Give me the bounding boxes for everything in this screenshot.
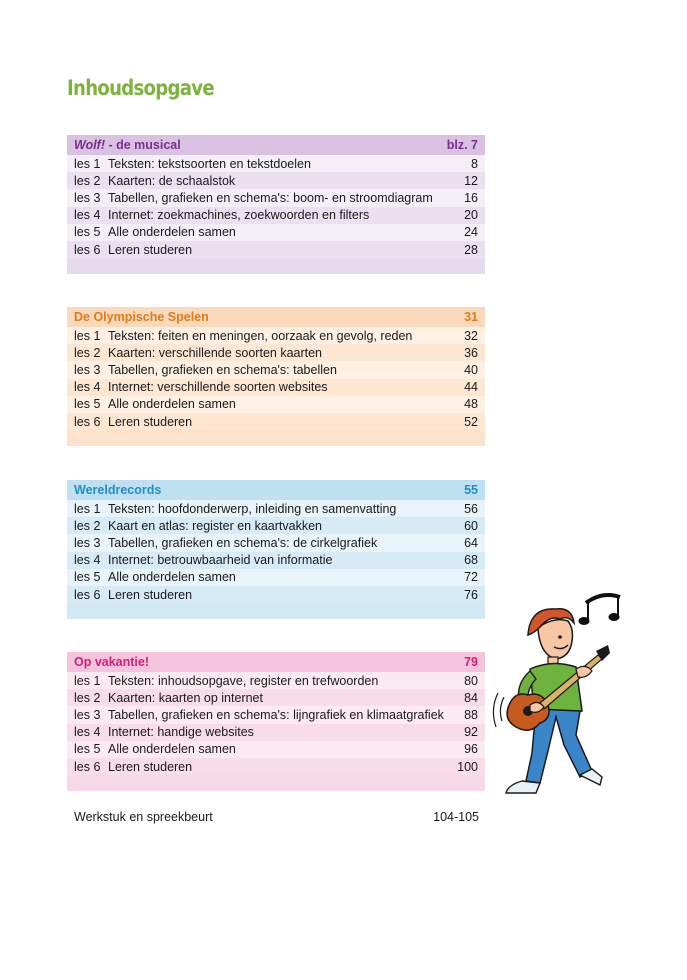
guitar-player-boy-icon [490, 585, 640, 800]
lesson-row[interactable]: les 2 Kaart en atlas: register en kaartvakken 60 [67, 517, 485, 534]
lesson-row[interactable]: les 5 Alle onderdelen samen 24 [67, 224, 485, 241]
page-title: Inhoudsopgave [67, 76, 214, 100]
lesson-row[interactable]: les 6 Leren studeren 52 [67, 413, 485, 430]
section-title: De Olympische Spelen [74, 310, 209, 324]
lesson-row[interactable]: les 3 Tabellen, grafieken en schema's: lijngrafiek en klimaatgrafiek 88 [67, 706, 485, 723]
section-title: Wereldrecords [74, 483, 162, 497]
section-page: 79 [464, 655, 478, 669]
lesson-row[interactable]: les 1 Teksten: feiten en meningen, oorzaak en gevolg, reden 32 [67, 327, 485, 344]
section-footer-band [67, 430, 485, 446]
footer-label: Werkstuk en spreekbeurt [74, 810, 213, 824]
toc-section-olympische-spelen [67, 307, 485, 446]
lesson-row[interactable]: les 1 Teksten: hoofdonderwerp, inleiding en samenvatting 56 [67, 500, 485, 517]
lesson-row[interactable]: les 2 Kaarten: kaarten op internet 84 [67, 689, 485, 706]
section-page: 55 [464, 483, 478, 497]
section-title: Op vakantie! [74, 655, 150, 669]
lesson-row[interactable]: les 5 Alle onderdelen samen 96 [67, 741, 485, 758]
footer-pages: 104-105 [433, 810, 479, 824]
section-header[interactable] [67, 480, 485, 500]
section-header[interactable] [67, 135, 485, 155]
toc-section-wolf [67, 135, 485, 274]
lesson-row[interactable]: les 6 Leren studeren 28 [67, 241, 485, 258]
section-footer-band [67, 258, 485, 274]
music-note-icon [579, 595, 620, 625]
section-page: blz. 7 [446, 138, 478, 152]
section-footer-band [67, 603, 485, 619]
section-page: 31 [464, 310, 478, 324]
section-footer-band [67, 775, 485, 791]
lesson-row[interactable]: les 1 Teksten: tekstsoorten en tekstdoelen 8 [67, 155, 485, 172]
lesson-row[interactable]: les 2 Kaarten: de schaalstok 12 [67, 172, 485, 189]
lesson-row[interactable]: les 5 Alle onderdelen samen 48 [67, 396, 485, 413]
lesson-row[interactable]: les 4 Internet: handige websites 92 [67, 724, 485, 741]
footer-entry[interactable] [74, 810, 479, 824]
lesson-row[interactable]: les 2 Kaarten: verschillende soorten kaarten 36 [67, 344, 485, 361]
lesson-row[interactable]: les 4 Internet: zoekmachines, zoekwoorden en filters 20 [67, 207, 485, 224]
lesson-row[interactable]: les 4 Internet: betrouwbaarheid van informatie 68 [67, 552, 485, 569]
lesson-row[interactable]: les 5 Alle onderdelen samen 72 [67, 569, 485, 586]
lesson-row[interactable]: les 6 Leren studeren 100 [67, 758, 485, 775]
lesson-row[interactable]: les 3 Tabellen, grafieken en schema's: tabellen 40 [67, 361, 485, 378]
section-header[interactable] [67, 307, 485, 327]
lesson-row[interactable]: les 3 Tabellen, grafieken en schema's: boom- en stroomdiagram 16 [67, 189, 485, 206]
lesson-row[interactable]: les 6 Leren studeren 76 [67, 586, 485, 603]
lesson-row[interactable]: les 1 Teksten: inhoudsopgave, register en trefwoorden 80 [67, 672, 485, 689]
toc-section-wereldrecords [67, 480, 485, 619]
lesson-row[interactable]: les 3 Tabellen, grafieken en schema's: de cirkelgrafiek 64 [67, 534, 485, 551]
toc-section-op-vakantie [67, 652, 485, 791]
section-header[interactable] [67, 652, 485, 672]
section-title: Wolf! - de musical [74, 138, 181, 152]
lesson-row[interactable]: les 4 Internet: verschillende soorten websites 44 [67, 379, 485, 396]
